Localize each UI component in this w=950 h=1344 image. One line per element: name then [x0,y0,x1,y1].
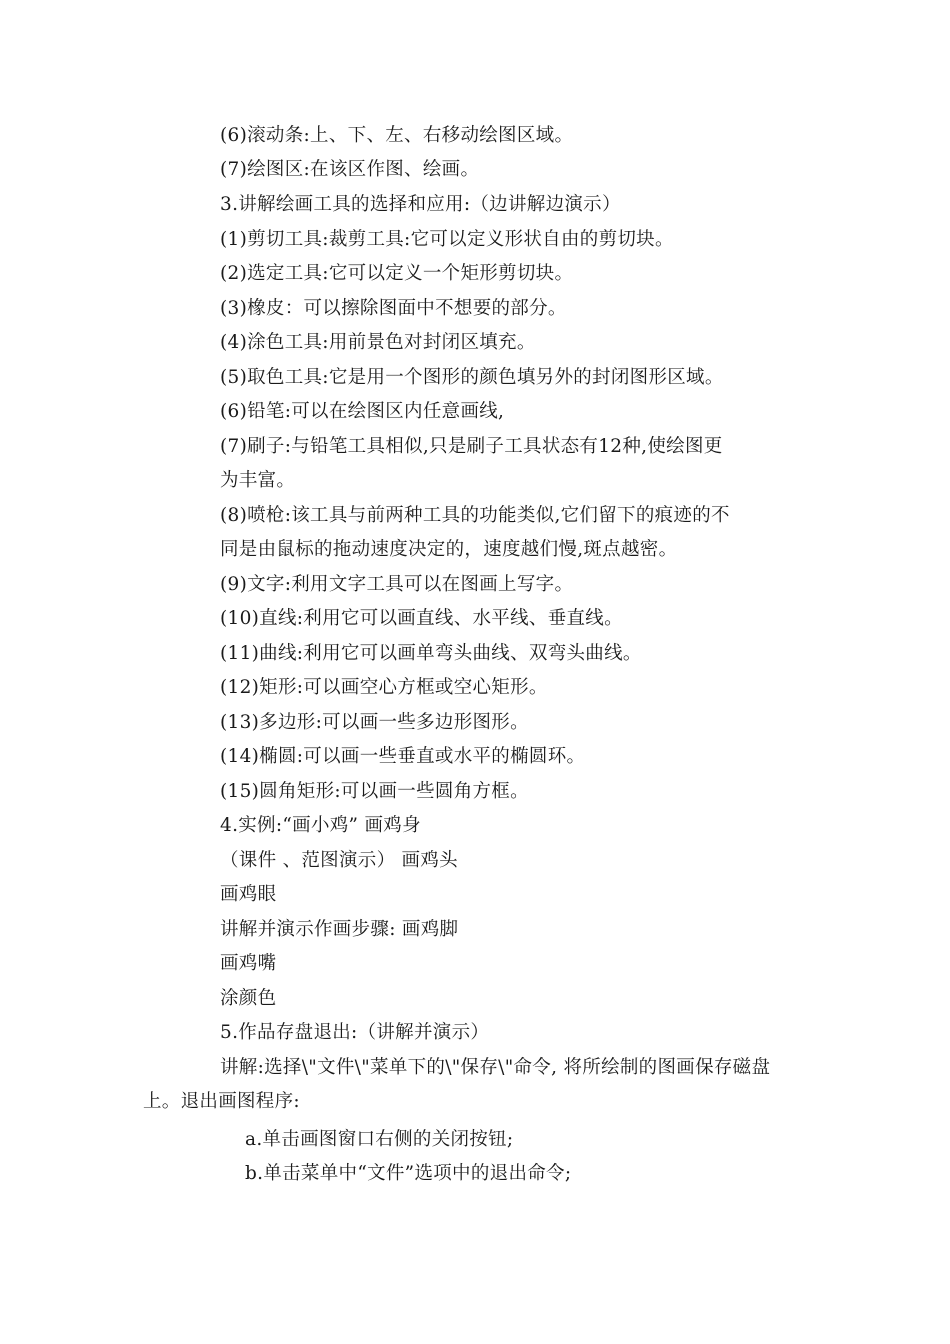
text-line: 同是由鼠标的拖动速度决定的，速度越们慢,斑点越密。 [220,539,678,560]
text-line: (8)喷枪:该工具与前两种工具的功能类似,它们留下的痕迹的不 [220,505,730,526]
text-line: 4.实例:“画小鸡” 画鸡身 [220,815,421,836]
text-line: (13)多边形:可以画一些多边形图形。 [220,712,529,733]
text-line: (5)取色工具:它是用一个图形的颜色填另外的封闭图形区域。 [220,367,724,388]
text-line: (15)圆角矩形:可以画一些圆角方框。 [220,781,529,802]
text-line: b.单击菜单中“文件”选项中的退出命令; [245,1163,572,1184]
text-line: (3)橡皮：可以擦除图面中不想要的部分。 [220,298,567,319]
text-line: 讲解:选择\"文件\"菜单下的\"保存\"命令, 将所绘制的图画保存磁盘 [220,1057,771,1078]
text-line: (4)涂色工具:用前景色对封闭区填充。 [220,332,536,353]
text-line: 为丰富。 [220,470,296,491]
text-line: 讲解并演示作画步骤: 画鸡脚 [220,919,459,940]
text-line: 5.作品存盘退出:（讲解并演示） [220,1022,490,1043]
text-line: (12)矩形:可以画空心方框或空心矩形。 [220,677,548,698]
text-line: (7)刷子:与铅笔工具相似,只是刷子工具状态有12种,使绘图更 [220,436,723,457]
text-line: (6)滚动条:上、下、左、右移动绘图区域。 [220,125,574,146]
text-line: 画鸡嘴 [220,953,277,974]
text-line: 上。退出画图程序: [143,1091,300,1112]
text-line: 3.讲解绘画工具的选择和应用:（边讲解边演示） [220,194,621,215]
text-line: (14)椭圆:可以画一些垂直或水平的椭圆环。 [220,746,586,767]
text-line: (6)铅笔:可以在绘图区内任意画线, [220,401,505,422]
text-line: （课件 、范图演示） 画鸡头 [220,850,458,871]
text-line: (2)选定工具:它可以定义一个矩形剪切块。 [220,263,574,284]
text-line: (9)文字:利用文字工具可以在图画上写字。 [220,574,574,595]
text-line: (10)直线:利用它可以画直线、水平线、垂直线。 [220,608,623,629]
text-line: (11)曲线:利用它可以画单弯头曲线、双弯头曲线。 [220,643,642,664]
text-line: 涂颜色 [220,988,277,1009]
text-line: 画鸡眼 [220,884,277,905]
text-line: a.单击画图窗口右侧的关闭按钮; [245,1129,514,1150]
text-line: (1)剪切工具:裁剪工具:它可以定义形状自由的剪切块。 [220,229,674,250]
text-line: (7)绘图区:在该区作图、绘画。 [220,159,480,180]
